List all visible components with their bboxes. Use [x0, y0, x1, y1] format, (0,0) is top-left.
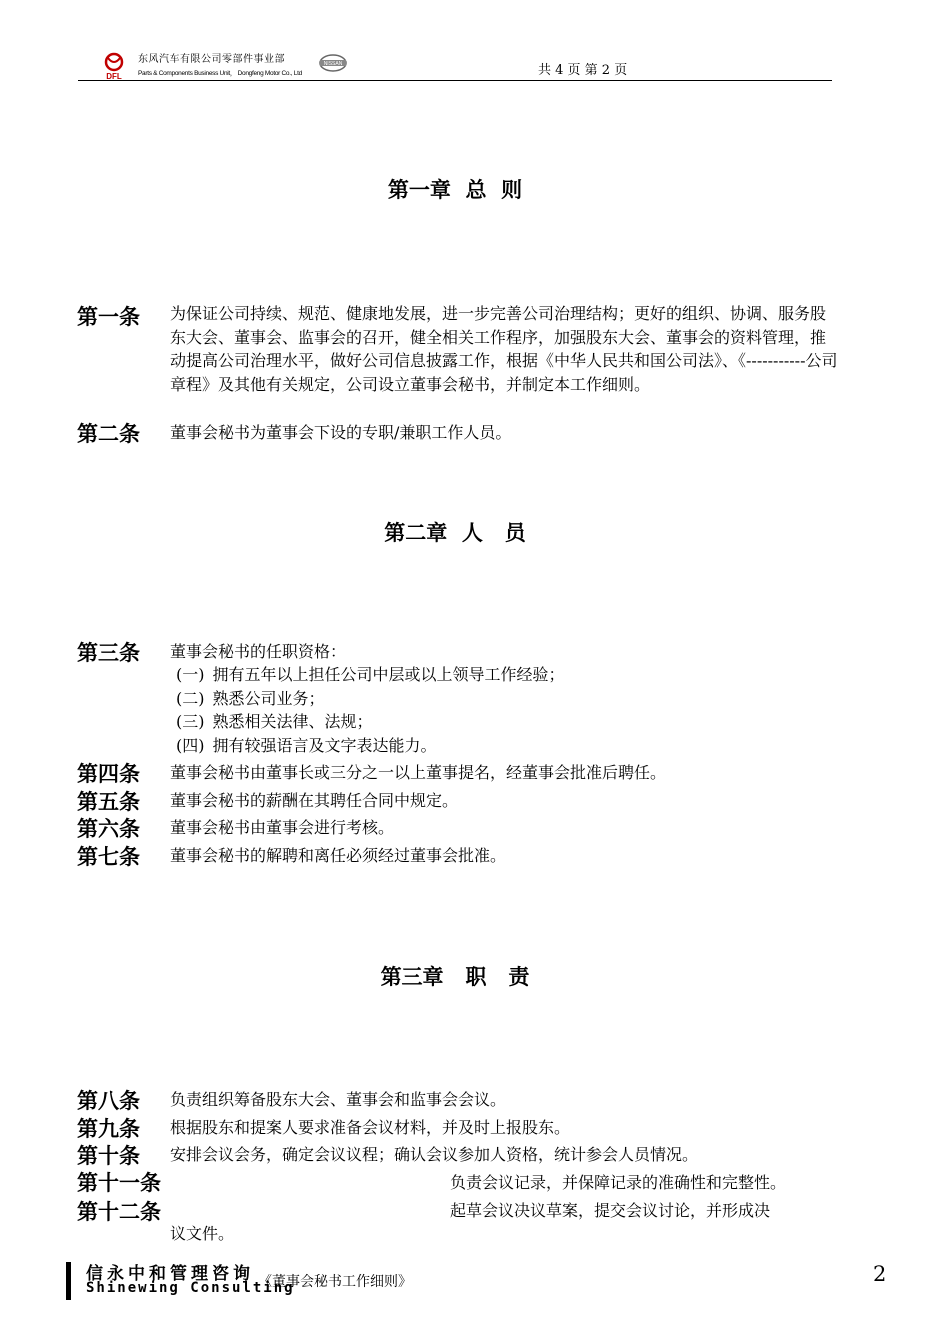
nissan-text: NISSAN [323, 61, 343, 67]
article-3-text: 董事会秘书的任职资格： [170, 642, 347, 661]
article-8-text: 负责组织筹备股东大会、董事会和监事会会议。 [170, 1090, 507, 1109]
article-10-text: 安排会议会务，确定会议议程；确认会议参加人资格，统计参会人员情况。 [170, 1145, 699, 1164]
footer-doc-title: 《董事会秘书工作细则》 [258, 1274, 412, 1290]
article-5-text: 董事会秘书的薪酬在其聘任合同中规定。 [170, 791, 459, 810]
article-1-text: 为保证公司持续、规范、健康地发展，进一步完善公司治理结构；更好的组织、协调、服务股东大会、董事会、监事会的召开，健全相关工作程序，加强股东大会、董事会的资料管理，推动提高公司治理水平，做好公司信息披露工作，根据《中华人民共和国公司法》、《-----------公司章程》及其他有关规定，公司设立董事会秘书，并制定本工作细则。 [170, 304, 838, 394]
dongfeng-logo-icon [100, 52, 128, 80]
article-4-label: 第四条 [77, 762, 140, 786]
article-11-text: 负责会议记录，并保障记录的准确性和完整性。 [450, 1173, 787, 1192]
chapter-1-title: 第一章 总 则 [387, 177, 523, 202]
article-5-label: 第五条 [77, 790, 140, 814]
article-3-item-1 [176, 663, 565, 687]
article-7-text: 董事会秘书的解聘和离任必须经过董事会批准。 [170, 846, 507, 865]
footer-bar [66, 1262, 71, 1300]
chapter-2-title: 第二章 人 员 [384, 520, 526, 545]
item-text: 熟悉公司业务； [212, 689, 325, 708]
logo-text: DFL [106, 72, 122, 80]
article-6-label: 第六条 [77, 817, 140, 841]
article-7-label: 第七条 [77, 845, 140, 869]
article-2-label: 第二条 [77, 422, 140, 446]
header-company-name: 东风汽车有限公司零部件事业部 [138, 54, 285, 65]
header-page-count: 共 4 页 第 2 页 [538, 63, 628, 78]
footer-page-number: 2 [873, 1262, 887, 1286]
article-6-text: 董事会秘书由董事会进行考核。 [170, 818, 395, 837]
article-3-item-3 [176, 710, 373, 734]
article-11-label: 第十一条 [77, 1171, 161, 1195]
item-text: 拥有五年以上担任公司中层或以上领导工作经验； [212, 665, 565, 684]
article-12-label: 第十二条 [77, 1200, 161, 1224]
article-12-text-line2: 议文件。 [170, 1224, 235, 1243]
article-12-text-line1: 起草会议决议草案，提交会议讨论，并形成决 [450, 1201, 771, 1220]
article-8-label: 第八条 [77, 1089, 140, 1113]
footer-brand-en: Shinewing Consulting [86, 1280, 295, 1296]
footer-brand-cn: 信永中和管理咨询 [86, 1264, 254, 1284]
article-3-item-4 [176, 734, 437, 758]
chapter-3-title: 第三章 职 责 [380, 964, 530, 989]
header-rule [78, 80, 832, 81]
article-2-text: 董事会秘书为董事会下设的专职/兼职工作人员。 [170, 423, 512, 442]
article-9-label: 第九条 [77, 1117, 140, 1141]
item-text: 熟悉相关法律、法规； [212, 712, 373, 731]
nissan-logo-icon [318, 54, 348, 72]
article-10-label: 第十条 [77, 1144, 140, 1168]
article-9-text: 根据股东和提案人要求准备会议材料，并及时上报股东。 [170, 1118, 571, 1137]
header-company-name-en: Parts & Components Business Unit， Dongfeng Motor Co., Ltd [138, 70, 302, 77]
item-number: (二) [176, 689, 205, 708]
item-number: (一) [176, 665, 205, 684]
article-4-text: 董事会秘书由董事长或三分之一以上董事提名，经董事会批准后聘任。 [170, 763, 667, 782]
article-3-label: 第三条 [77, 641, 140, 665]
item-number: (三) [176, 712, 205, 731]
item-text: 拥有较强语言及文字表达能力。 [212, 736, 437, 755]
article-3-item-2 [176, 687, 325, 711]
item-number: (四) [176, 736, 205, 755]
article-1-label: 第一条 [77, 305, 140, 329]
